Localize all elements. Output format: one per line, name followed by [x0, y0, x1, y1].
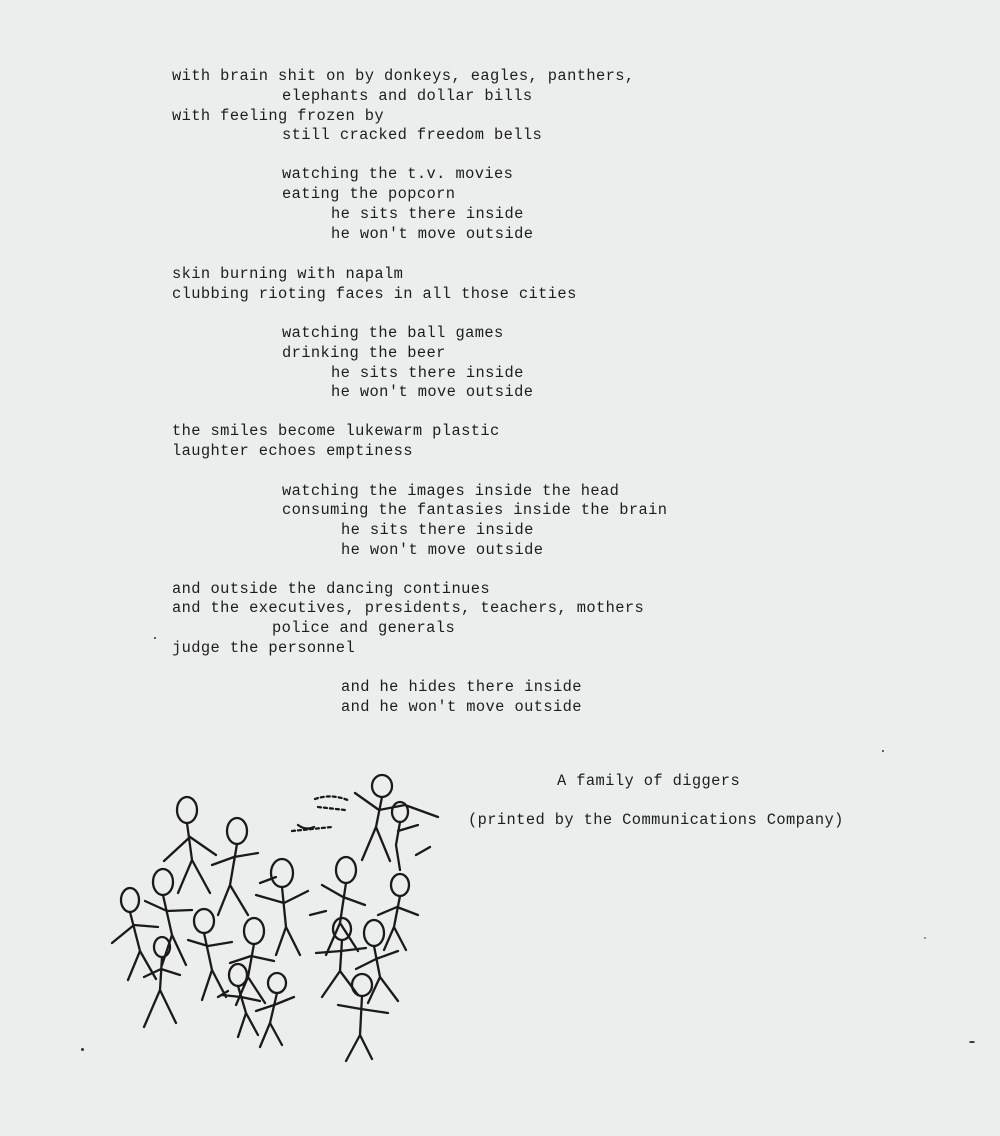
poem-line: he sits there inside [341, 521, 534, 539]
poem-line: judge the personnel [172, 639, 356, 657]
ink-speck [81, 1048, 84, 1051]
poem-line: still cracked freedom bells [282, 126, 543, 144]
poem-line: and outside the dancing continues [172, 580, 490, 598]
ink-speck [924, 937, 926, 939]
poem-line: the smiles become lukewarm plastic [172, 422, 500, 440]
poem-line: he sits there inside [331, 205, 524, 223]
poem-line: he won't move outside [341, 541, 544, 559]
dancing-stick-figures-drawing [100, 765, 445, 1065]
poem-line: watching the t.v. movies [282, 165, 514, 183]
poem-line: with brain shit on by donkeys, eagles, panthers, [172, 67, 635, 85]
poem-line: and the executives, presidents, teachers, mothers [172, 599, 645, 617]
poem-line: consuming the fantasies inside the brain [282, 501, 668, 519]
poem-line: eating the popcorn [282, 185, 456, 203]
poem-line: police and generals [272, 619, 456, 637]
poem-line: elephants and dollar bills [282, 87, 533, 105]
ink-speck [969, 1041, 975, 1043]
poem-line: and he won't move outside [341, 698, 582, 716]
poem-line: he won't move outside [331, 225, 534, 243]
poem-line: watching the ball games [282, 324, 504, 342]
poem-line: drinking the beer [282, 344, 446, 362]
poem-line: he won't move outside [331, 383, 534, 401]
ink-speck [882, 750, 884, 752]
poem-line: he sits there inside [331, 364, 524, 382]
poem-line: laughter echoes emptiness [172, 442, 413, 460]
poem-line: and he hides there inside [341, 678, 582, 696]
ink-speck [154, 637, 156, 639]
poem-line: clubbing rioting faces in all those cities [172, 285, 577, 303]
poem-line: skin burning with napalm [172, 265, 404, 283]
poem-line: watching the images inside the head [282, 482, 620, 500]
poem-line: with feeling frozen by [172, 107, 384, 125]
signature-title: A family of diggers [557, 772, 741, 790]
printer-credit: (printed by the Communications Company) [468, 811, 844, 829]
